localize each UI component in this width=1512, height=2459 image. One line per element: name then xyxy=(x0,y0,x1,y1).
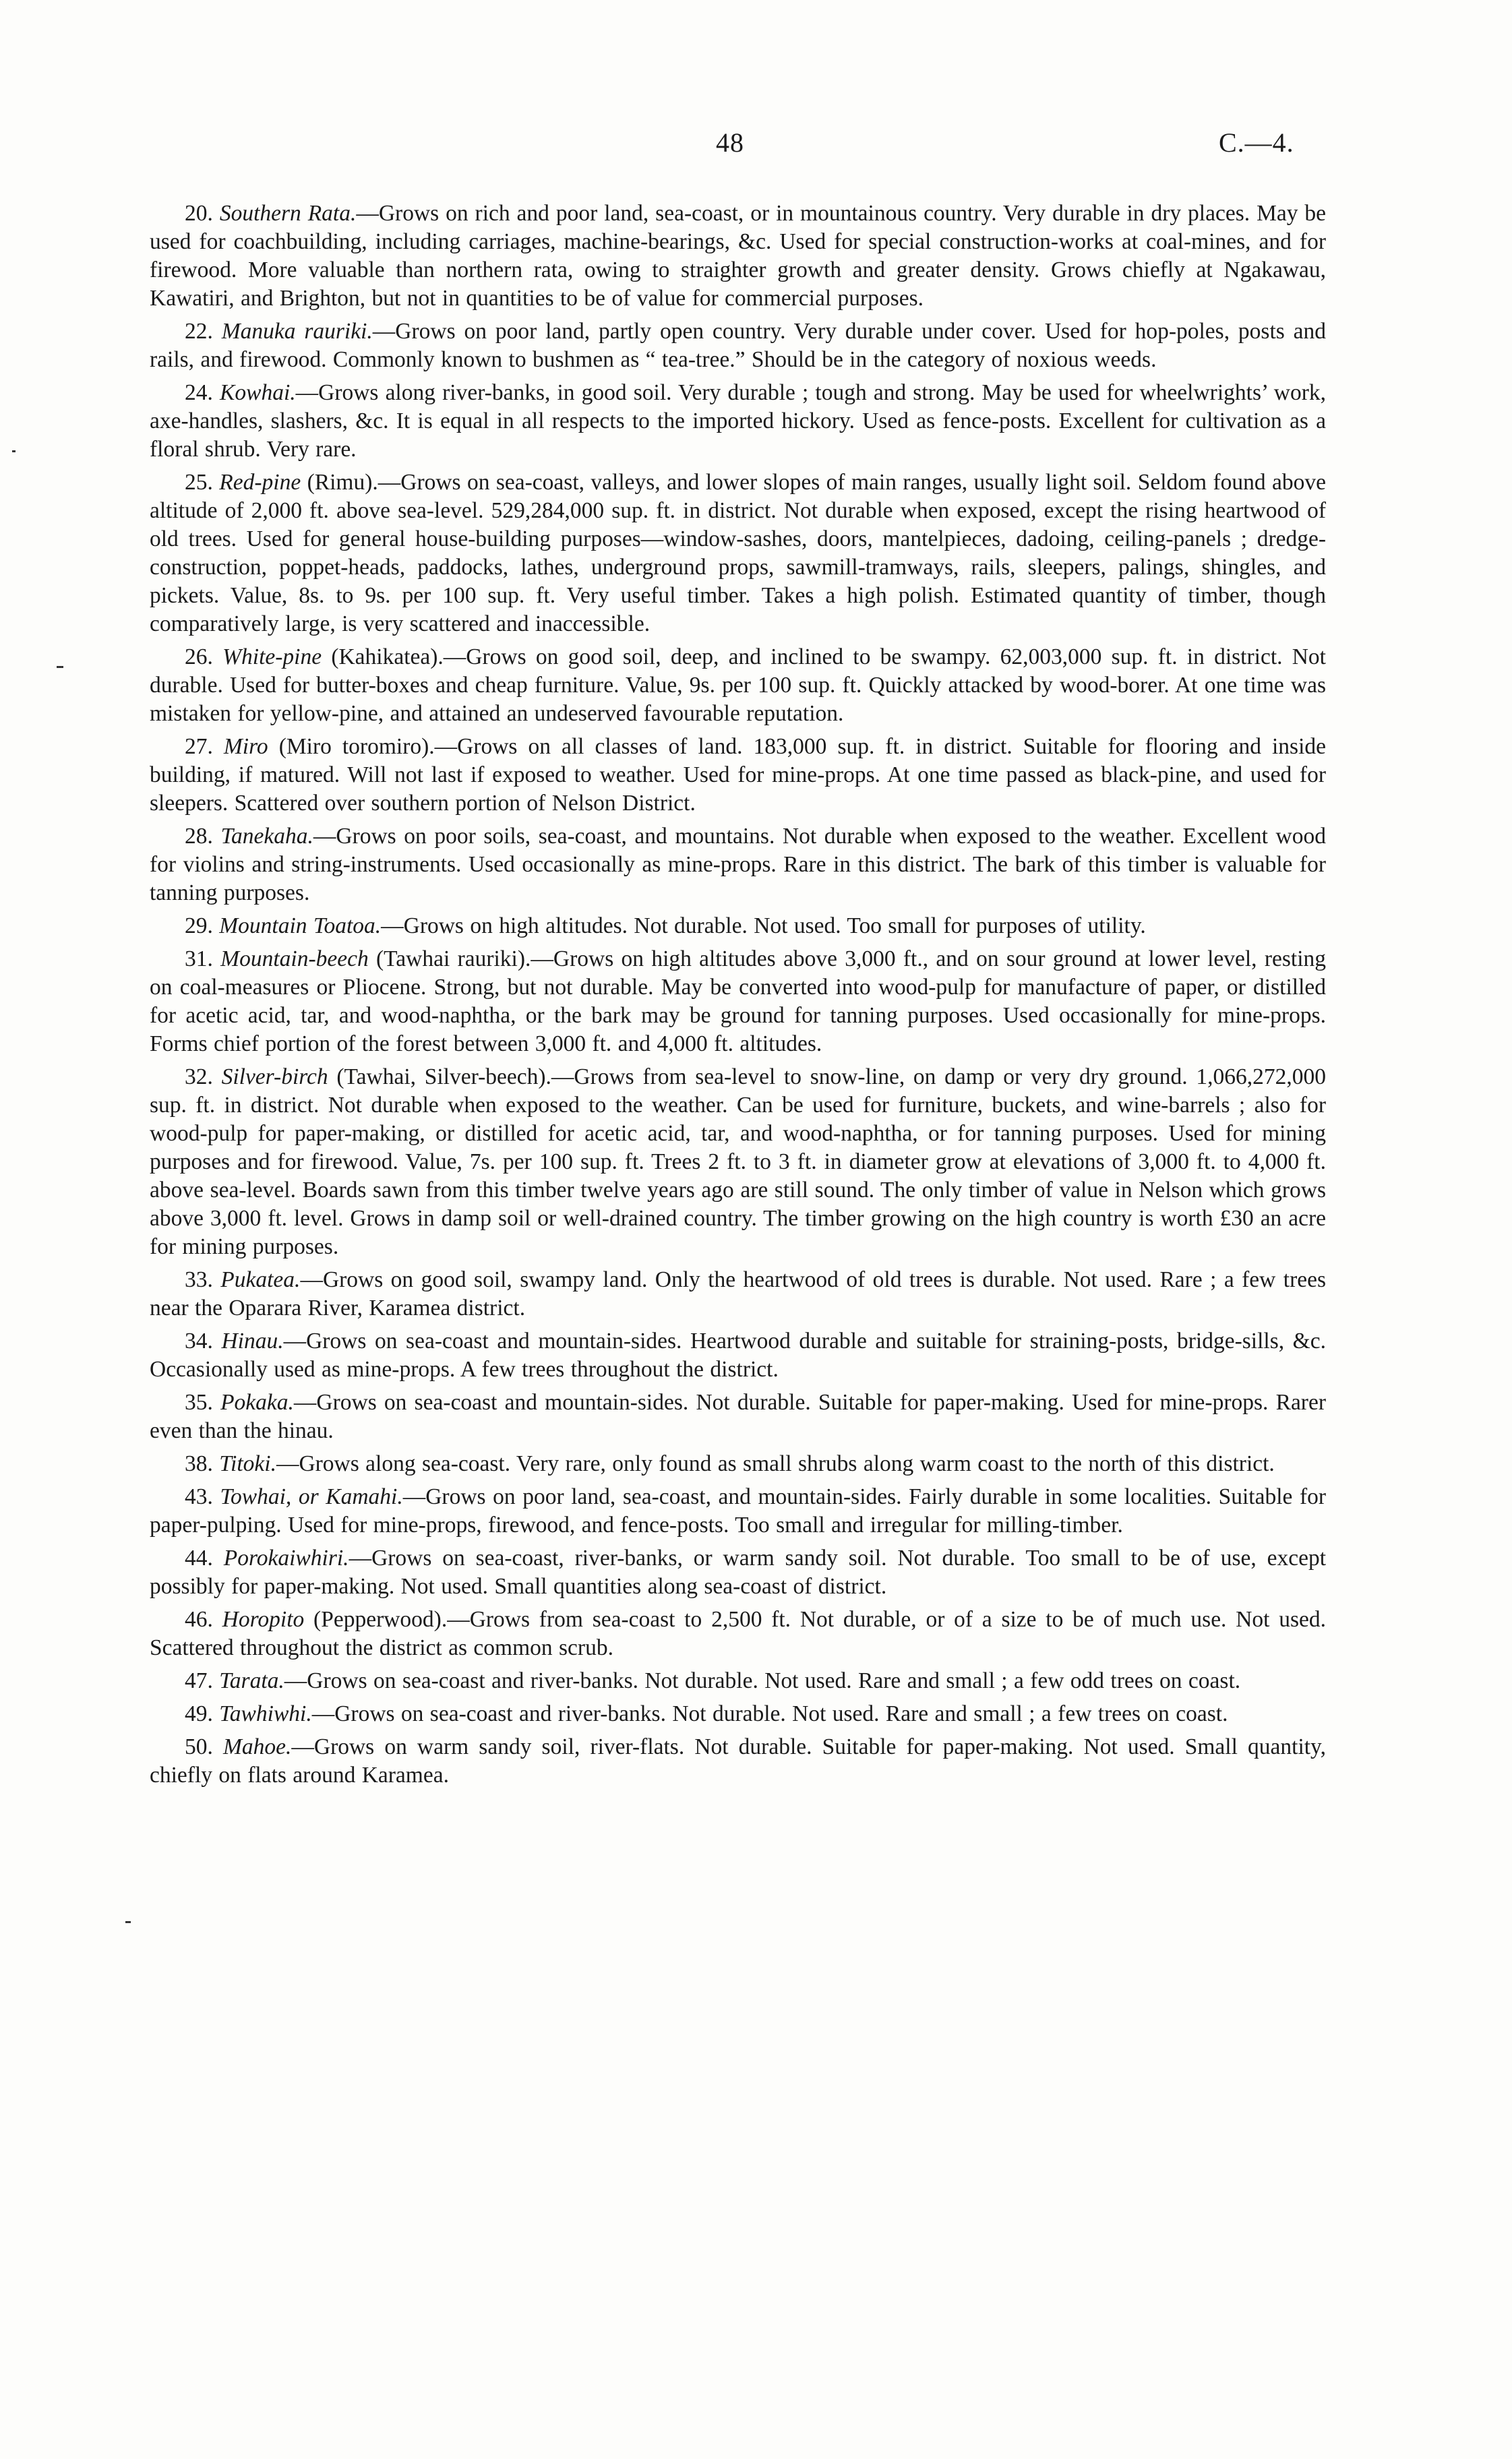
timber-entry xyxy=(150,643,1326,728)
entry-number: 47. xyxy=(185,1668,213,1693)
timber-description: —Grows on warm sandy soil, river-flats. Not durable. Suitable for paper-making. Not used. Small quantity, chiefly on flats around Karamea. xyxy=(150,1734,1327,1788)
timber-entry xyxy=(150,1063,1326,1261)
entry-number: 25. xyxy=(185,470,213,495)
entry-number: 44. xyxy=(185,1546,213,1571)
timber-name: Red-pine xyxy=(219,470,301,495)
timber-name: Tarata. xyxy=(219,1668,284,1693)
timber-name: Titoki. xyxy=(219,1451,276,1476)
maori-name: (Tawhai, Silver-beech). xyxy=(328,1064,551,1089)
maori-name: (Kahikatea). xyxy=(322,644,444,669)
entry-number: 27. xyxy=(185,734,213,759)
entry-number: 50. xyxy=(185,1734,213,1759)
timber-name: Mountain Toatoa. xyxy=(219,913,382,938)
entry-number: 22. xyxy=(185,319,213,344)
timber-entry xyxy=(150,379,1326,464)
timber-name: Towhai, or Kamahi. xyxy=(220,1484,403,1509)
entry-number: 33. xyxy=(185,1267,213,1292)
entry-number: 20. xyxy=(185,201,213,226)
timber-name: White-pine xyxy=(222,644,322,669)
timber-name: Tawhiwhi. xyxy=(219,1701,312,1726)
maori-name: (Rimu). xyxy=(301,470,378,495)
entry-number: 32. xyxy=(185,1064,213,1089)
entry-number: 49. xyxy=(185,1701,213,1726)
entry-number: 24. xyxy=(185,380,213,405)
page-number: 48 xyxy=(716,127,744,158)
timber-entry xyxy=(150,200,1326,313)
timber-entry xyxy=(150,1483,1326,1540)
timber-entry xyxy=(150,1667,1326,1695)
entry-number: 31. xyxy=(185,946,213,971)
timber-entry xyxy=(150,1733,1326,1790)
timber-name: Tanekaha. xyxy=(220,824,313,849)
timber-name: Pukatea. xyxy=(220,1267,301,1292)
maori-name: (Miro toromiro). xyxy=(268,734,435,759)
timber-description: —Grows from sea-coast to 2,500 ft. Not durable, or of a size to be of much use. Not used. Scattered throughout the district as common scrub. xyxy=(150,1607,1327,1660)
page-header xyxy=(0,127,1512,174)
timber-description: —Grows along sea-coast. Very rare, only found as small shrubs along warm coast to the north of this district. xyxy=(276,1451,1275,1476)
timber-entries xyxy=(150,200,1326,1794)
timber-description: —Grows on rich and poor land, sea-coast, or in mountainous country. Very durable in dry places. May be used for coachbuilding, including carriages, machine-bearings, &c. Used for special construction-works at coal-mines, and for firewood. More valuable than northern rata, owing to straighter growth and greater density. Grows chiefly at Ngakawau, Kawatiri, and Brighton, but not in quantities to be of value for commercial purposes. xyxy=(150,201,1327,311)
timber-entry xyxy=(150,1450,1326,1478)
margin-mark xyxy=(12,450,16,452)
timber-description: —Grows on high altitudes. Not durable. Not used. Too small for purposes of utility. xyxy=(381,913,1146,938)
entry-number: 34. xyxy=(185,1329,213,1354)
timber-description: —Grows on poor soils, sea-coast, and mountains. Not durable when exposed to the weather. Excellent wood for violins and string-instruments. Used occasionally as mine-props. Rare in this district. The bark of this timber is valuable for tanning purposes. xyxy=(150,824,1326,905)
timber-name: Kowhai. xyxy=(220,380,296,405)
maori-name: (Pepperwood). xyxy=(304,1607,448,1632)
timber-name: Mountain-beech xyxy=(220,946,369,971)
timber-name: Horopito xyxy=(222,1607,305,1632)
timber-description: —Grows on good soil, swampy land. Only the heartwood of old trees is durable. Not used. Rare ; a few trees near the Oparara River, Karamea district. xyxy=(150,1267,1326,1320)
timber-description: —Grows on high altitudes above 3,000 ft., and on sour ground at lower level, resting on coal-measures or Pliocene. Strong, but not durable. May be converted into wood-pulp for manufacture of paper, or distilled for acetic acid, tar, and wood-naphtha, or the bark may be ground for tanning purposes. Used occasionally for mine-props. Forms chief portion of the forest between 3,000 ft. and 4,000 ft. altitudes. xyxy=(150,946,1327,1056)
timber-entry xyxy=(150,1327,1326,1384)
timber-entry xyxy=(150,822,1326,907)
timber-entry xyxy=(150,468,1326,638)
timber-description: —Grows on sea-coast, river-banks, or warm sandy soil. Not durable. Too small to be of use, except possibly for paper-making. Not used. Small quantities along sea-coast of district. xyxy=(150,1546,1327,1599)
timber-name: Mahoe. xyxy=(222,1734,292,1759)
timber-name: Pokaka. xyxy=(220,1390,294,1415)
document-reference: C.—4. xyxy=(1219,127,1294,158)
timber-description: —Grows on sea-coast and mountain-sides. Not durable. Suitable for paper-making. Used for mine-props. Rarer even than the hinau. xyxy=(150,1390,1326,1443)
timber-description: —Grows on sea-coast and mountain-sides. Heartwood durable and suitable for straining-posts, bridge-sills, &c. Occasionally used as mine-props. A few trees throughout the district. xyxy=(150,1329,1326,1382)
timber-entry xyxy=(150,733,1326,818)
margin-mark xyxy=(125,1921,131,1923)
timber-name: Southern Rata. xyxy=(219,201,357,226)
timber-entry xyxy=(150,1389,1326,1445)
timber-entry xyxy=(150,1700,1326,1728)
timber-name: Manuka rauriki. xyxy=(221,319,373,344)
margin-mark xyxy=(57,666,63,668)
timber-description: —Grows on sea-coast and river-banks. Not durable. Not used. Rare and small ; a few trees on coast. xyxy=(311,1701,1228,1726)
timber-description: —Grows along river-banks, in good soil. Very durable ; tough and strong. May be used for wheelwrights’ work, axe-handles, slashers, &c. It is equal in all respects to the imported hickory. Used as fence-posts. Excellent for cultivation as a floral shrub. Very rare. xyxy=(150,380,1326,462)
timber-entry xyxy=(150,1606,1326,1662)
timber-description: —Grows on sea-coast and river-banks. Not durable. Not used. Rare and small ; a few odd trees on coast. xyxy=(284,1668,1241,1693)
entry-number: 35. xyxy=(185,1390,213,1415)
timber-entry xyxy=(150,1266,1326,1323)
entry-number: 43. xyxy=(185,1484,213,1509)
timber-description: —Grows on good soil, deep, and inclined to be swampy. 62,003,000 sup. ft. in district. Not durable. Used for butter-boxes and cheap furniture. Value, 9s. per 100 sup. ft. Quickly attacked by wood-borer. At one time was mistaken for yellow-pine, and attained an undeserved favourable reputation. xyxy=(150,644,1326,726)
maori-name: (Tawhai rauriki). xyxy=(368,946,531,971)
timber-name: Silver-birch xyxy=(221,1064,328,1089)
timber-name: Hinau. xyxy=(221,1329,284,1354)
entry-number: 26. xyxy=(185,644,213,669)
entry-number: 29. xyxy=(185,913,213,938)
timber-description: —Grows on poor land, partly open country. Very durable under cover. Used for hop-poles, posts and rails, and firewood. Commonly known to bushmen as “ tea-tree.” Should be in the category of noxious weeds. xyxy=(150,319,1327,372)
timber-name: Porokaiwhiri. xyxy=(223,1546,349,1571)
timber-description: —Grows on all classes of land. 183,000 sup. ft. in district. Suitable for flooring and inside building, if matured. Will not last if exposed to weather. Used for mine-props. At one time passed as black-pine, and used for sleepers. Scattered over southern portion of Nelson District. xyxy=(150,734,1327,816)
timber-name: Miro xyxy=(223,734,268,759)
timber-description: —Grows from sea-level to snow-line, on damp or very dry ground. 1,066,272,000 sup. ft. in district. Not durable when exposed to the weather. Can be used for furniture, buckets, and wine-barrels ; also for wood-pulp for paper-making, or distilled for acetic acid, tar, and wood-naphtha, or for tanning purposes. Used for mining purposes and for firewood. Value, 7s. per 100 sup. ft. Trees 2 ft. to 3 ft. in diameter grow at elevations of 3,000 ft. to 4,000 ft. above sea-level. Boards sawn from this timber twelve years ago are still sound. The only timber of value in Nelson which grows above 3,000 ft. level. Grows in damp soil or well-drained country. The timber growing on the high country is worth £30 an acre for mining purposes. xyxy=(150,1064,1326,1259)
timber-description: —Grows on poor land, sea-coast, and mountain-sides. Fairly durable in some localities. Suitable for paper-pulping. Used for mine-props, firewood, and fence-posts. Too small and irregular for milling-timber. xyxy=(150,1484,1327,1538)
timber-entry xyxy=(150,1544,1326,1601)
timber-entry xyxy=(150,317,1326,374)
entry-number: 28. xyxy=(185,824,213,849)
entry-number: 46. xyxy=(185,1607,213,1632)
timber-description: —Grows on sea-coast, valleys, and lower slopes of main ranges, usually light soil. Seldom found above altitude of 2,000 ft. above sea-level. 529,284,000 sup. ft. in district. Not durable when exposed, except the rising heartwood of old trees. Used for general house-building purposes—window-sashes, doors, mantelpieces, dadoing, ceiling-panels ; dredge-construction, poppet-heads, paddocks, lathes, underground props, sawmill-tramways, rails, sleepers, palings, shingles, and pickets. Value, 8s. to 9s. per 100 sup. ft. Very useful timber. Takes a high polish. Estimated quantity of timber, though comparatively large, is very scattered and inaccessible. xyxy=(150,470,1327,636)
timber-entry xyxy=(150,945,1326,1058)
timber-entry xyxy=(150,912,1326,940)
entry-number: 38. xyxy=(185,1451,213,1476)
